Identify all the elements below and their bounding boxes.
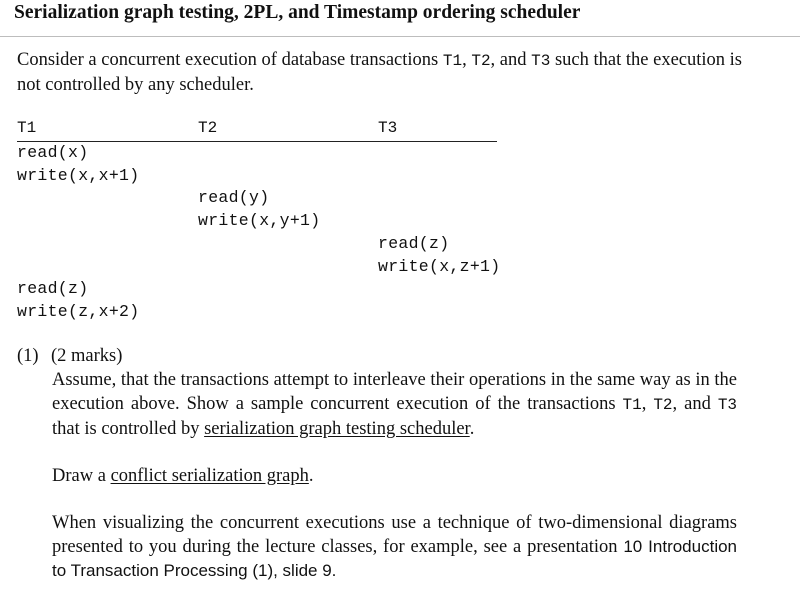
operation: write(x,z+1) xyxy=(378,257,501,276)
paragraph-text: Assume, that the transactions attempt to interleave their operations in the same way as in the execution above. Show a sample concurrent execution of the transactions xyxy=(52,370,737,414)
intro-t2: T2 xyxy=(471,52,491,70)
question-marks: (2 marks) xyxy=(51,346,123,366)
question-paragraph xyxy=(52,464,737,488)
paragraph-text: Draw a xyxy=(52,466,111,486)
operation: write(z,x+2) xyxy=(17,302,140,321)
intro-text: such that the execution is not controlled by any scheduler. xyxy=(17,50,742,95)
title-divider xyxy=(0,36,800,37)
question-t3: T3 xyxy=(717,396,738,414)
operation: write(x,x+1) xyxy=(17,166,140,185)
paragraph-text: . xyxy=(469,419,475,439)
intro-paragraph xyxy=(17,48,742,97)
question-number: (1) xyxy=(17,346,39,366)
sgt-scheduler-term: serialization graph testing scheduler xyxy=(204,419,470,439)
intro-t3: T3 xyxy=(531,52,551,70)
intro-t1: T1 xyxy=(442,52,463,70)
question-t1: T1 xyxy=(622,396,642,414)
operation: write(x,y+1) xyxy=(198,211,321,230)
operation: read(z) xyxy=(17,279,89,298)
question-t2: T2 xyxy=(653,396,673,414)
intro-text: Consider a concurrent execution of database transactions xyxy=(17,50,443,70)
intro-sep: , and xyxy=(490,50,532,70)
paragraph-text: , xyxy=(641,394,654,414)
page-title: Serialization graph testing, 2PL, and Timestamp ordering scheduler xyxy=(14,2,581,23)
paragraph-text: . xyxy=(308,466,314,486)
question-paragraph xyxy=(52,368,737,441)
column-header-t3: T3 xyxy=(378,119,398,137)
operation: read(y) xyxy=(198,188,270,207)
operation: read(z) xyxy=(378,234,450,253)
paragraph-text: When visualizing the concurrent executions use a technique of two-dimensional diagrams presented to you during the lecture classes, for example, see a presentation xyxy=(52,513,737,557)
operation: read(x) xyxy=(17,143,89,162)
question-header xyxy=(17,344,122,368)
question-body xyxy=(52,368,737,606)
presentation-reference: 10 Introduction to Transaction Processing (1), slide 9. xyxy=(52,537,738,580)
question-paragraph xyxy=(52,511,737,583)
column-header-t1: T1 xyxy=(17,119,37,137)
paragraph-text: that is controlled by xyxy=(52,419,205,439)
conflict-graph-term: conflict serialization graph xyxy=(110,466,309,486)
column-header-t2: T2 xyxy=(198,119,218,137)
table-header-rule xyxy=(17,141,497,142)
intro-sep: , xyxy=(462,50,472,70)
paragraph-text: , and xyxy=(672,394,718,414)
